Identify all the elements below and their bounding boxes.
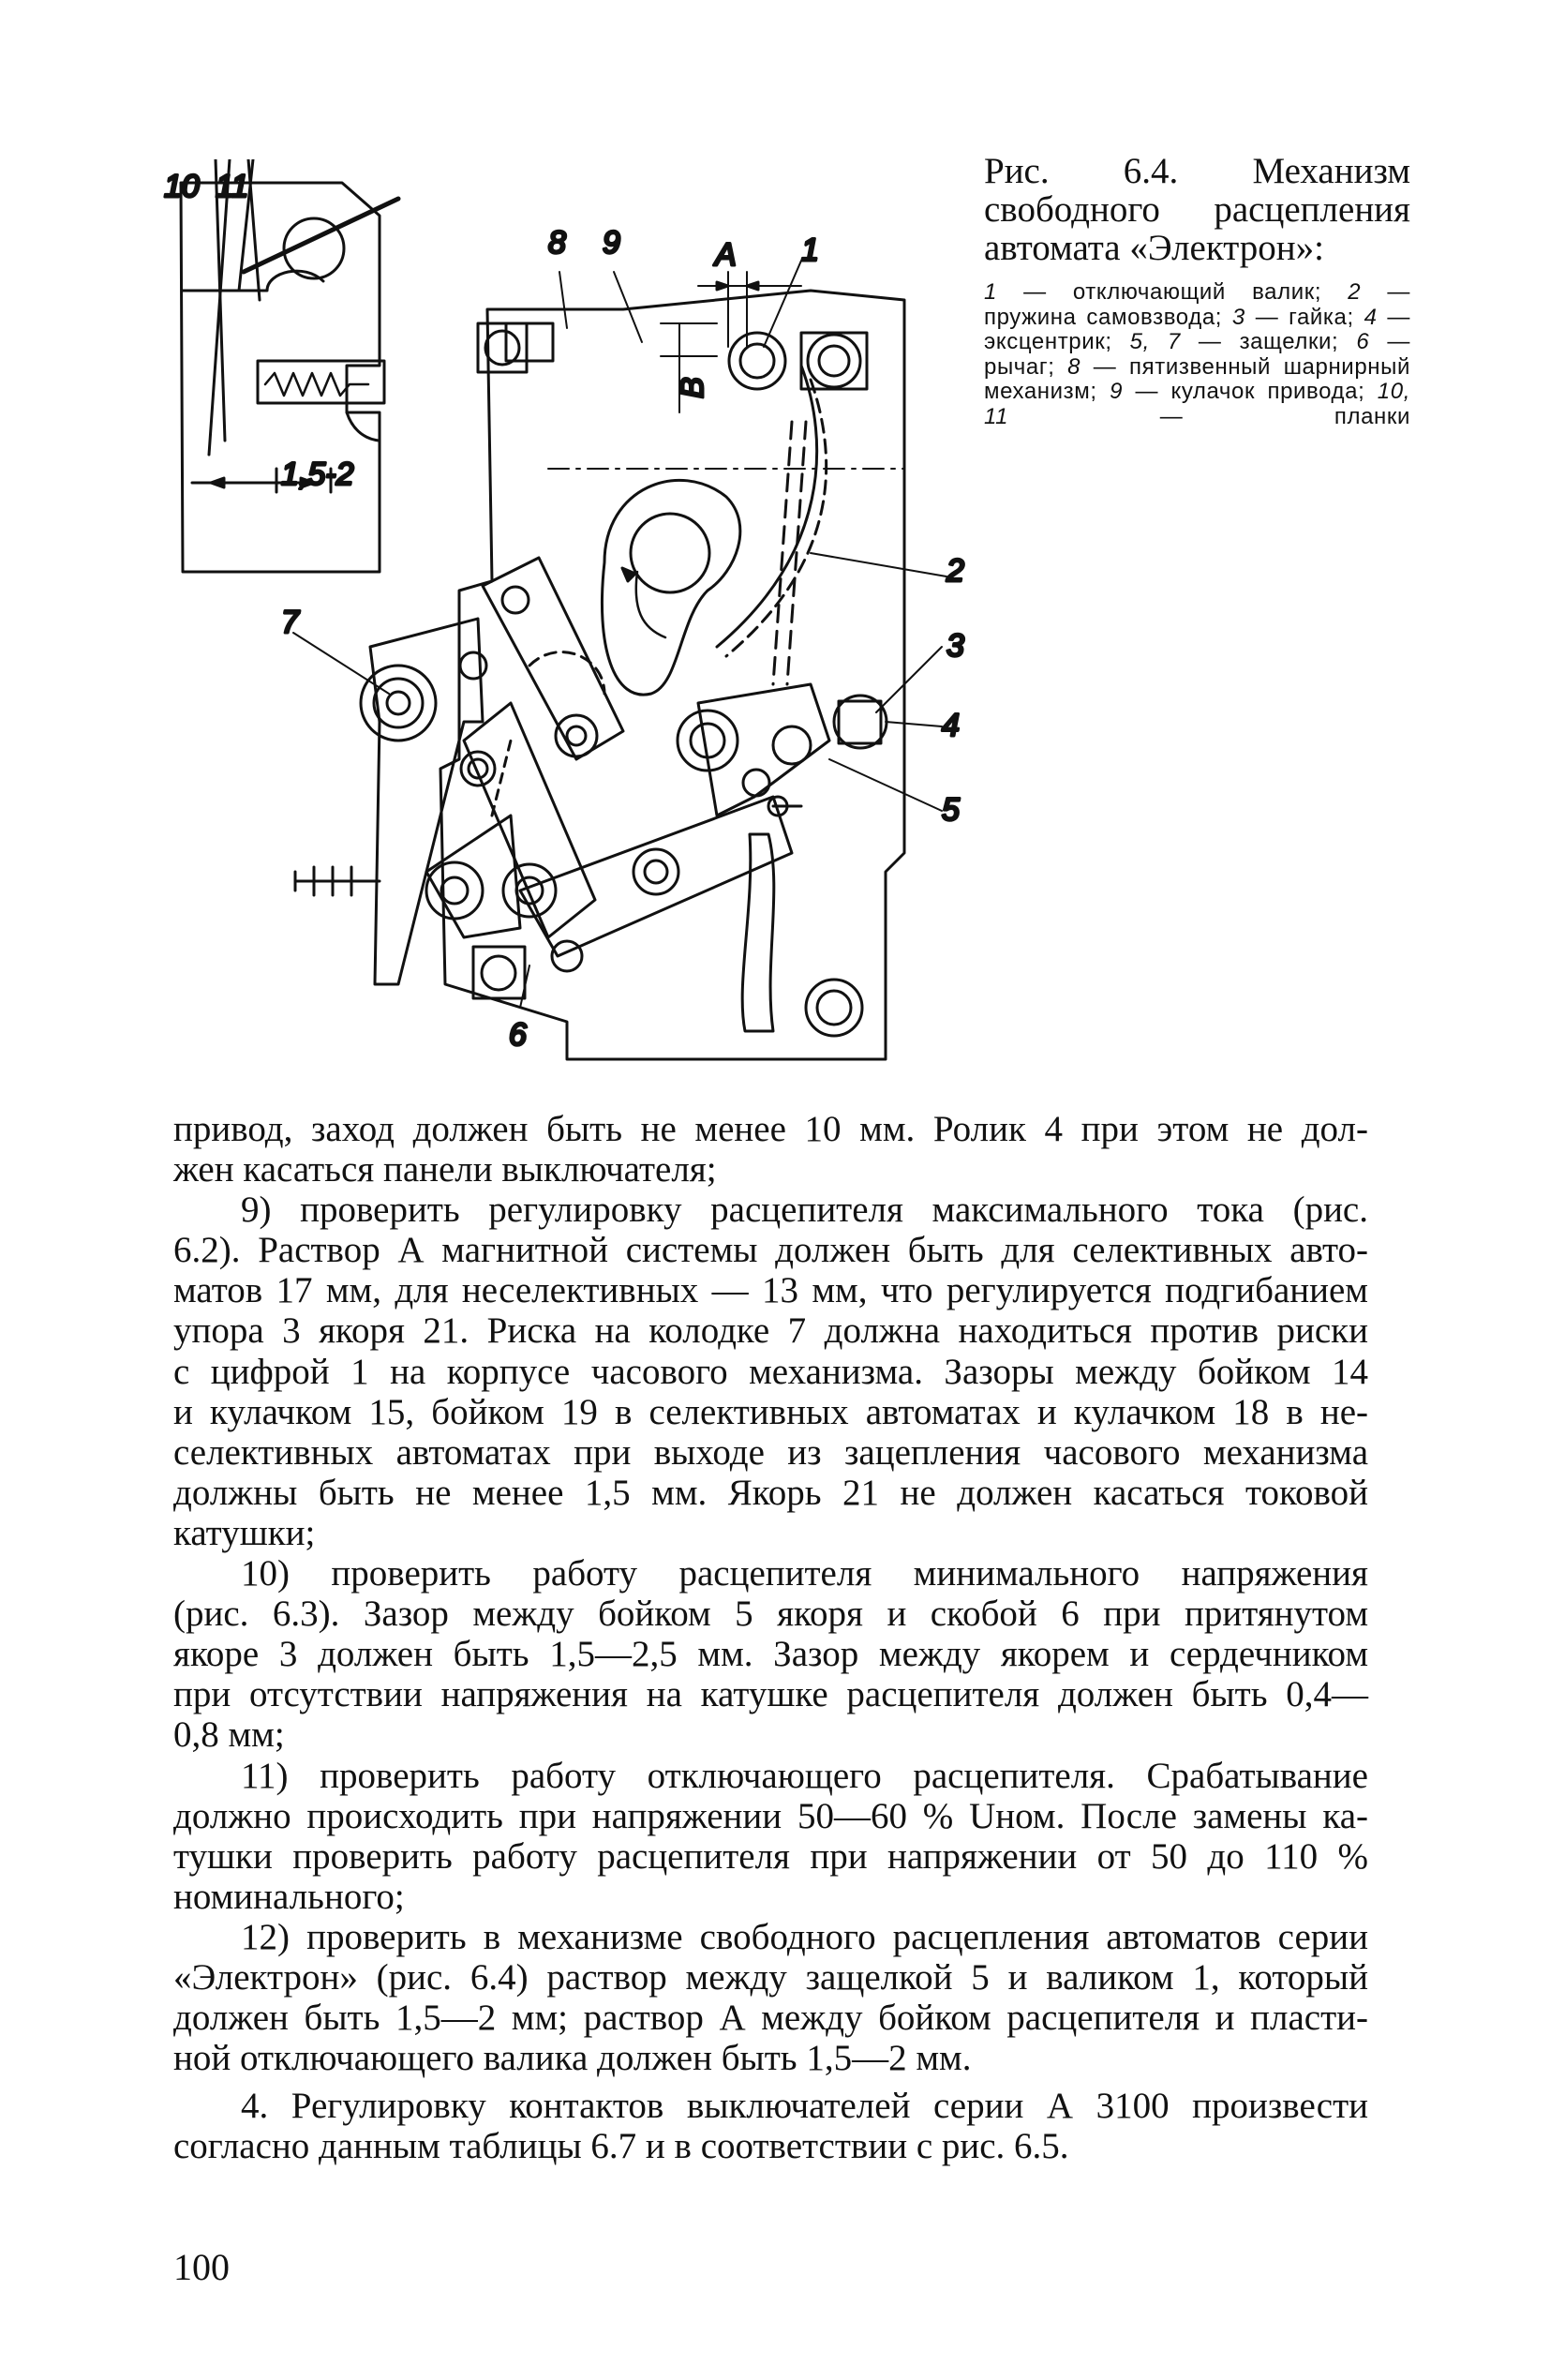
text-line: «Электрон» (рис. 6.4) раствор между защелкой 5 и валиком 1, который [173, 1956, 1368, 1998]
text-line: тушки проверить работу расцепителя при напряжении от 50 до 110 % [173, 1835, 1368, 1877]
callout-5: 5 [942, 792, 960, 828]
text-line: селективных автоматах при выходе из зацепления часового механизма [173, 1431, 1368, 1473]
page-number: 100 [173, 2246, 230, 2288]
leader-lines [293, 261, 946, 1008]
callout-7: 7 [281, 605, 299, 640]
text-line: жен касаться панели выключателя; [173, 1149, 717, 1190]
text-line: номинального; [173, 1876, 405, 1917]
text-line: и кулачком 15, бойком 19 в селективных автоматах и кулачком 18 в не- [173, 1391, 1368, 1432]
callout-4: 4 [942, 708, 960, 743]
callout-9: 9 [603, 225, 620, 261]
text-line: с цифрой 1 на корпусе часового механизма. Зазоры между бойком 14 [173, 1351, 1368, 1392]
text-line: согласно данным таблицы 6.7 и в соответствии с рис. 6.5. [173, 2126, 1069, 2167]
mechanism-figure [155, 159, 1017, 1097]
callout-1: 1 [801, 232, 819, 268]
text-line: 11) проверить работу отключающего расцепителя. Срабатывание [241, 1755, 1368, 1796]
callout-3: 3 [946, 628, 964, 664]
callout-2: 2 [946, 553, 964, 589]
legend-item: 2 — пружина самовзвода; [984, 279, 1410, 330]
text-line: 9) проверить регулировку расцепителя максимального тока (рис. [241, 1190, 1368, 1231]
legend-item: 5, 7 — защелки; [1129, 329, 1339, 354]
text-line: 4. Регулировку контактов выключателей серии А 3100 произвести [241, 2086, 1368, 2127]
figure-caption [984, 152, 1410, 429]
text-line: ной отключающего валика должен быть 1,5—2 мм. [173, 2038, 972, 2079]
legend-item: 10, 11 — планки [984, 379, 1410, 429]
callout-8: 8 [548, 225, 566, 261]
legend-item: 6 — рычаг; [984, 329, 1410, 380]
text-line: должны быть не менее 1,5 мм. Якорь 21 не должен касаться токовой [173, 1472, 1368, 1513]
caption-legend [984, 280, 1410, 429]
text-line: (рис. 6.3). Зазор между бойком 5 якоря и скобой 6 при притянутом [173, 1594, 1368, 1635]
main-frame [440, 291, 904, 1059]
drive-cam [602, 480, 739, 695]
dimension-a-label: A [715, 237, 737, 273]
callout-6: 6 [509, 1017, 527, 1053]
legend-item: 1 — отключающий валик; [984, 279, 1322, 305]
inset-detail [181, 159, 398, 572]
text-line: должно происходить при напряжении 50—60 % Uном. После замены ка- [173, 1795, 1368, 1836]
text-line: 12) проверить в механизме свободного расцепления автоматов серии [241, 1916, 1368, 1957]
text-line: 6.2). Раствор А магнитной системы должен быть для селективных авто- [173, 1230, 1368, 1271]
text-line: 10) проверить работу расцепителя минимального напряжения [241, 1553, 1368, 1594]
linkage [295, 558, 829, 1031]
callout-10: 10 [164, 169, 200, 204]
callout-11: 11 [216, 169, 249, 204]
legend-item: 4 — эксцентрик; [984, 304, 1410, 354]
dimension-b-label: B [675, 377, 710, 398]
text-line: упора 3 якоря 21. Риска на колодке 7 должна находиться против риски [173, 1310, 1368, 1352]
body-text [173, 1109, 1368, 2166]
text-line: при отсутствии напряжения на катушке расцепителя должен быть 0,4— [173, 1674, 1368, 1715]
text-line: якоре 3 должен быть 1,5—2,5 мм. Зазор между якорем и сердечником [173, 1634, 1368, 1675]
mechanism-drawing [155, 159, 1017, 1097]
dimension-gap-label: 1,5-2 [281, 457, 354, 492]
legend-item: 8 — пятизвенный шарнирный механизм; [984, 353, 1410, 404]
caption-title: Рис. 6.4. Механизм свободного расцепления автомата «Электрон»: [984, 151, 1410, 268]
text-line: катушки; [173, 1512, 316, 1553]
text-line: должен быть 1,5—2 мм; раствор А между бойком расцепителя и пласти- [173, 1998, 1368, 2039]
text-line: матов 17 мм, для неселективных — 13 мм, что регулируется подгибанием [173, 1270, 1368, 1311]
text-line: привод, заход должен быть не менее 10 мм. Ролик 4 при этом не дол- [173, 1109, 1368, 1149]
text-line: 0,8 мм; [173, 1714, 285, 1756]
legend-item: 3 — гайка; [1231, 304, 1354, 330]
legend-item: 9 — кулачок привода; [1110, 379, 1365, 404]
